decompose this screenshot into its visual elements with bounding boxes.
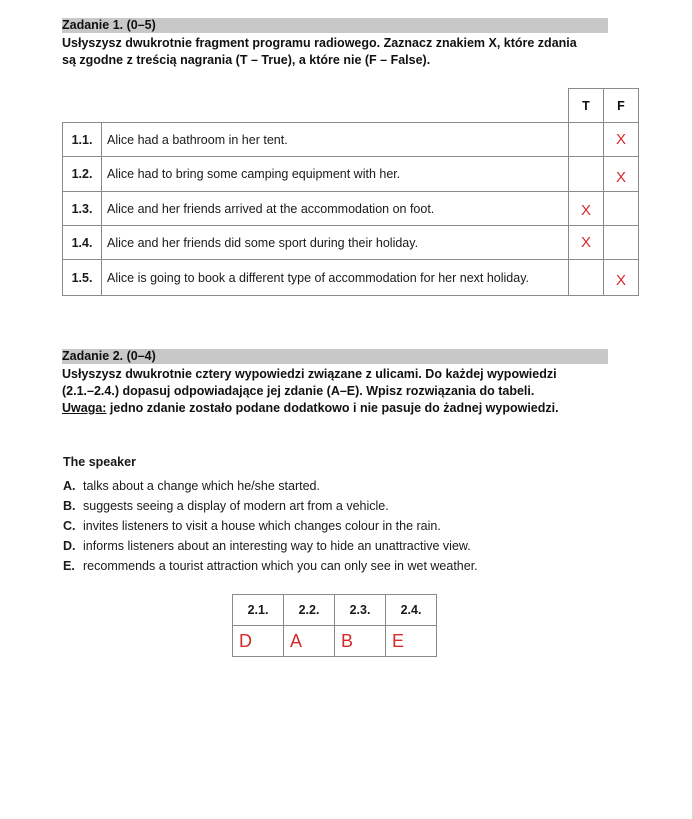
false-cell[interactable] — [604, 226, 639, 260]
true-cell[interactable] — [569, 123, 604, 157]
true-cell[interactable] — [569, 260, 604, 296]
statement: Alice and her friends arrived at the accommodation on foot. — [102, 192, 569, 226]
list-item: E. recommends a tourist attraction which you can only see in wet weather. — [63, 559, 478, 573]
task1-header: Zadanie 1. (0–5) — [62, 18, 608, 33]
table-row — [63, 226, 639, 260]
table-row — [63, 123, 639, 157]
true-cell[interactable]: X — [569, 192, 604, 226]
table-row — [63, 260, 639, 296]
list-item: B. suggests seeing a display of modern art from a vehicle. — [63, 499, 389, 513]
answer-cell[interactable]: D — [233, 626, 284, 657]
row-number: 1.1. — [63, 123, 102, 157]
false-cell[interactable]: X — [604, 123, 639, 157]
col-false-header: F — [604, 89, 639, 123]
true-cell[interactable] — [569, 157, 604, 192]
true-false-table — [62, 88, 639, 296]
speaker-heading: The speaker — [63, 455, 136, 469]
row-number: 1.4. — [63, 226, 102, 260]
answer-header: 2.3. — [335, 595, 386, 626]
task2-instruction: Usłyszysz dwukrotnie cztery wypowiedzi związane z ulicami. Do każdej wypowiedzi (2.1.–2.4.) dopasuj odpowiadające jej zdanie (A–E). Wpisz rozwiązania do tabeli. Uwaga: jedno zdanie zostało podane dodatkowo i nie pasuje do żadnej wypowiedzi. — [62, 367, 559, 415]
answer-cell[interactable]: B — [335, 626, 386, 657]
row-number: 1.2. — [63, 157, 102, 192]
row-number: 1.3. — [63, 192, 102, 226]
answer-cell[interactable]: A — [284, 626, 335, 657]
statement: Alice is going to book a different type of accommodation for her next holiday. — [102, 260, 569, 296]
false-cell[interactable] — [604, 192, 639, 226]
statement: Alice had to bring some camping equipment with her. — [102, 157, 569, 192]
answer-header: 2.2. — [284, 595, 335, 626]
statement: Alice had a bathroom in her tent. — [102, 123, 569, 157]
false-cell[interactable]: X — [604, 260, 639, 296]
answer-header: 2.1. — [233, 595, 284, 626]
options-list — [63, 478, 478, 578]
false-cell[interactable]: X — [604, 157, 639, 192]
table-row — [63, 157, 639, 192]
list-item: A. talks about a change which he/she started. — [63, 479, 320, 493]
note-text: jedno zdanie zostało podane dodatkowo i nie pasuje do żadnej wypowiedzi. — [106, 401, 559, 415]
answer-header: 2.4. — [386, 595, 437, 626]
task2-header: Zadanie 2. (0–4) — [62, 349, 608, 364]
answer-cell[interactable]: E — [386, 626, 437, 657]
col-true-header: T — [569, 89, 604, 123]
task1-instruction: Usłyszysz dwukrotnie fragment programu radiowego. Zaznacz znakiem X, które zdania są zgodne z treścią nagrania (T – True), a które nie (F – False). — [62, 36, 577, 67]
list-item: D. informs listeners about an interesting way to hide an unattractive view. — [63, 539, 471, 553]
note-label: Uwaga: — [62, 401, 107, 415]
answer-table — [232, 594, 437, 657]
statement: Alice and her friends did some sport during their holiday. — [102, 226, 569, 260]
row-number: 1.5. — [63, 260, 102, 296]
list-item: C. invites listeners to visit a house which changes colour in the rain. — [63, 519, 441, 533]
table-row — [63, 192, 639, 226]
true-cell[interactable]: X — [569, 226, 604, 260]
